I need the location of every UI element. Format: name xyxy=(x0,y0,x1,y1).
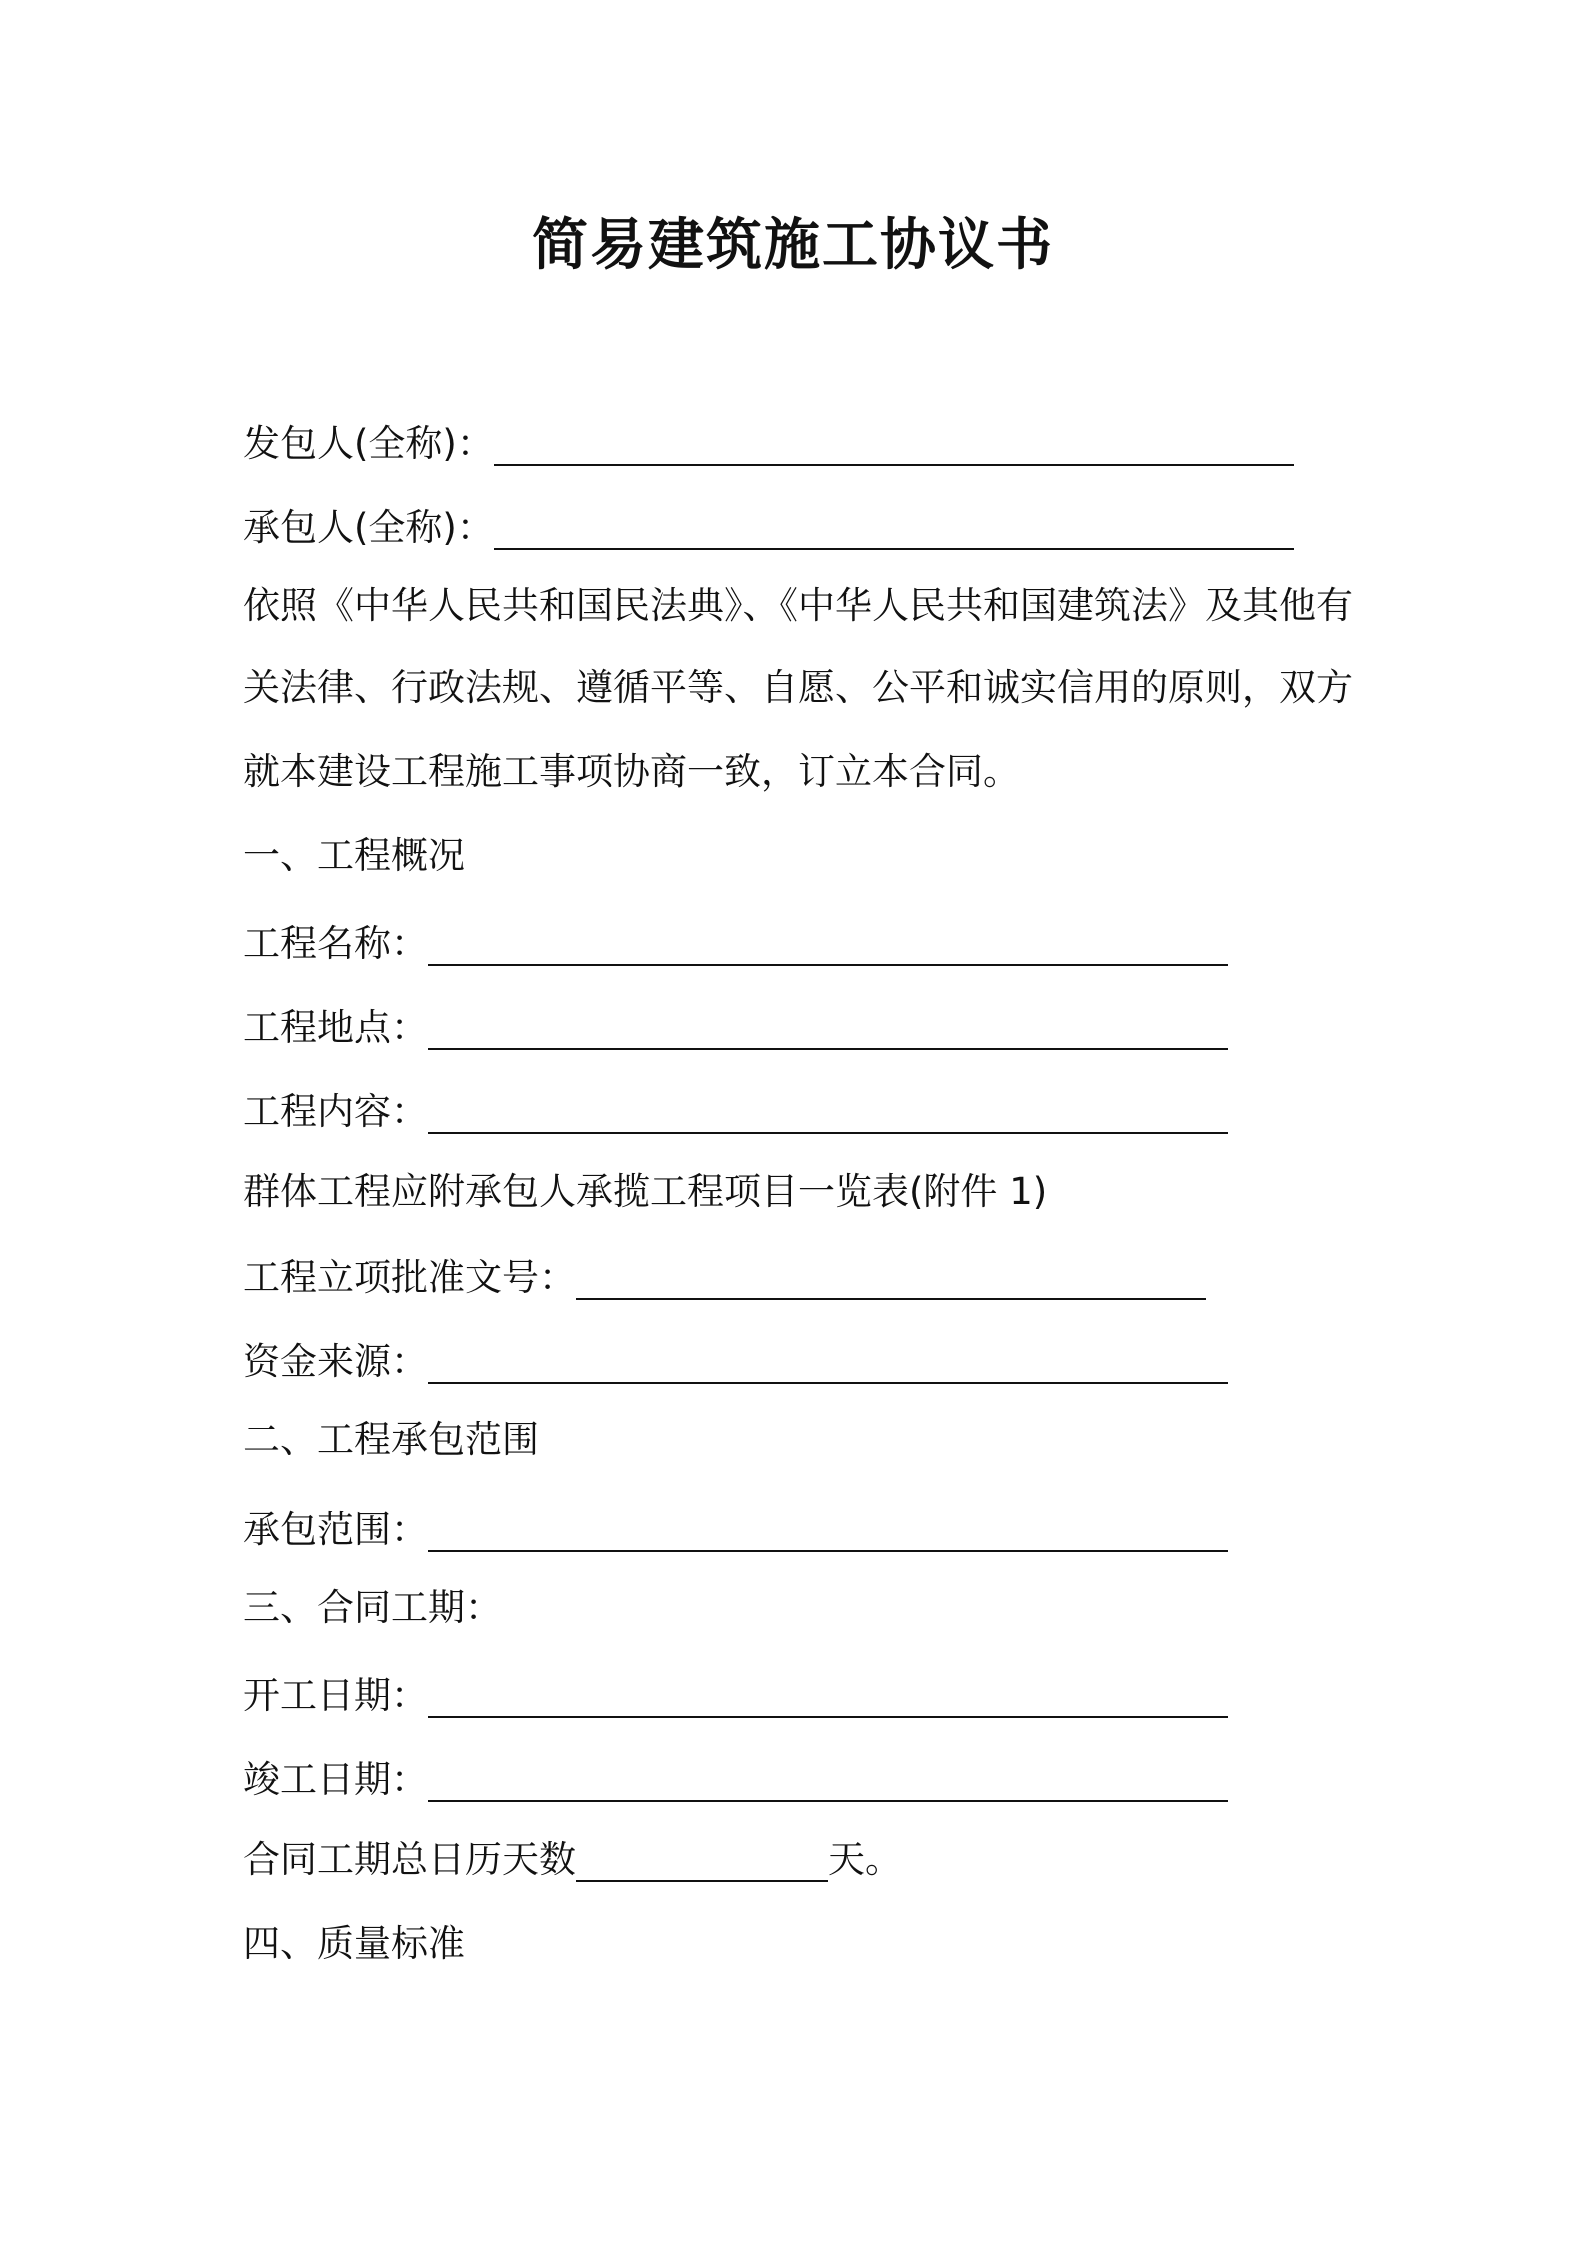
section-2-heading: 二、工程承包范围 xyxy=(243,1418,539,1461)
project-content-blank[interactable] xyxy=(428,1104,1228,1134)
total-days-label: 合同工期总日历天数 xyxy=(243,1838,576,1881)
start-date-label: 开工日期： xyxy=(243,1674,428,1717)
total-days-suffix: 天。 xyxy=(828,1838,902,1881)
total-days-line xyxy=(243,1832,902,1888)
approval-number-blank[interactable] xyxy=(576,1270,1206,1300)
project-location-blank[interactable] xyxy=(428,1020,1228,1050)
approval-number-label: 工程立项批准文号： xyxy=(243,1256,576,1299)
total-days-blank[interactable] xyxy=(576,1852,828,1882)
employer-label: 发包人(全称)： xyxy=(243,422,494,465)
contractor-blank[interactable] xyxy=(494,520,1294,550)
intro-line-1: 依照《中华人民共和国民法典》、《中华人民共和国建筑法》及其他有 xyxy=(243,584,1353,627)
project-location-line xyxy=(243,1000,1228,1056)
group-project-note: 群体工程应附承包人承揽工程项目一览表(附件 1) xyxy=(243,1170,1048,1213)
scope-label: 承包范围： xyxy=(243,1508,428,1551)
completion-date-line xyxy=(243,1752,1228,1808)
funding-source-label: 资金来源： xyxy=(243,1340,428,1383)
employer-line xyxy=(243,416,1294,472)
section-4-heading: 四、质量标准 xyxy=(243,1922,465,1965)
document-title: 简易建筑施工协议书 xyxy=(532,213,1054,278)
completion-date-blank[interactable] xyxy=(428,1772,1228,1802)
start-date-blank[interactable] xyxy=(428,1688,1228,1718)
contractor-line xyxy=(243,500,1294,556)
intro-line-3: 就本建设工程施工事项协商一致，订立本合同。 xyxy=(243,750,1020,793)
funding-source-line xyxy=(243,1334,1228,1390)
scope-blank[interactable] xyxy=(428,1522,1228,1552)
project-name-blank[interactable] xyxy=(428,936,1228,966)
project-content-line xyxy=(243,1084,1228,1140)
completion-date-label: 竣工日期： xyxy=(243,1758,428,1801)
employer-blank[interactable] xyxy=(494,436,1294,466)
intro-line-2: 关法律、行政法规、遵循平等、自愿、公平和诚实信用的原则，双方 xyxy=(243,666,1353,709)
project-name-label: 工程名称： xyxy=(243,922,428,965)
start-date-line xyxy=(243,1668,1228,1724)
project-content-label: 工程内容： xyxy=(243,1090,428,1133)
section-1-heading: 一、工程概况 xyxy=(243,834,465,877)
project-name-line xyxy=(243,916,1228,972)
approval-number-line xyxy=(243,1250,1206,1306)
project-location-label: 工程地点： xyxy=(243,1006,428,1049)
scope-line xyxy=(243,1502,1228,1558)
section-3-heading: 三、合同工期： xyxy=(243,1586,502,1629)
contractor-label: 承包人(全称)： xyxy=(243,506,494,549)
funding-source-blank[interactable] xyxy=(428,1354,1228,1384)
